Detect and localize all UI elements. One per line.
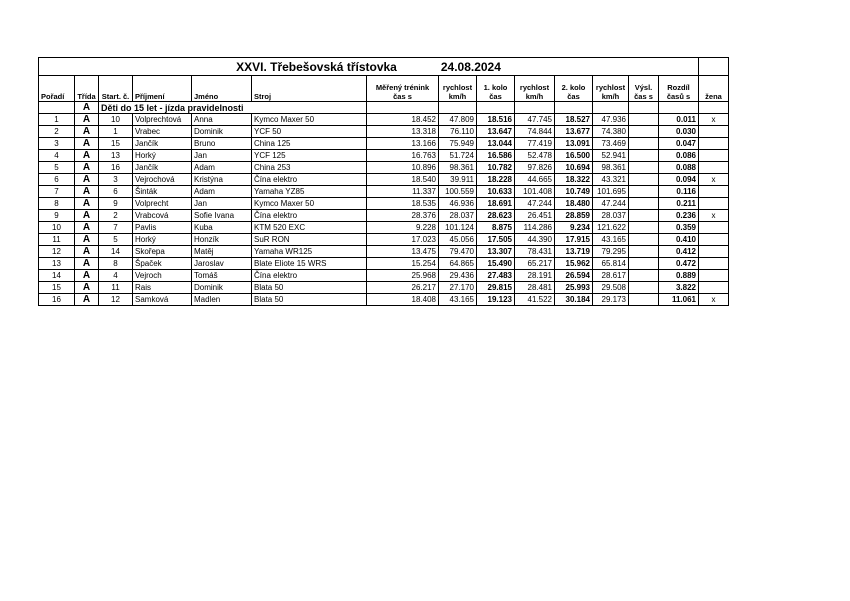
cell-vysl: [629, 198, 659, 210]
cell-vysl: [629, 234, 659, 246]
cell-rozdil: 0.211: [659, 198, 699, 210]
cell-trenink: 18.540: [367, 174, 439, 186]
cell-kolo2: 30.184: [555, 294, 593, 306]
cell-rych2: 28.037: [593, 210, 629, 222]
cell-start: 14: [99, 246, 133, 258]
cell-trenink: 18.408: [367, 294, 439, 306]
table-row: [39, 126, 729, 138]
cell-stroj: Yamaha WR125: [252, 246, 367, 258]
cell-trenink: 25.968: [367, 270, 439, 282]
cell-kolo1: 13.307: [477, 246, 515, 258]
cell-trenink: 13.318: [367, 126, 439, 138]
cell-zena: [699, 234, 729, 246]
cell-kolo1: 27.483: [477, 270, 515, 282]
cell-jmeno: Honzík: [192, 234, 252, 246]
cell-trida: A: [75, 258, 99, 270]
cell-start: 13: [99, 150, 133, 162]
cell-stroj: KTM 520 EXC: [252, 222, 367, 234]
cell-rozdil: 0.011: [659, 114, 699, 126]
category-empty-cell: [659, 102, 699, 114]
cell-rych1: 44.665: [515, 174, 555, 186]
header-rozdil: Rozdíl časů s: [659, 76, 699, 102]
cell-kolo1: 13.044: [477, 138, 515, 150]
cell-kolo2: 25.993: [555, 282, 593, 294]
cell-trenink: 11.337: [367, 186, 439, 198]
cell-poradi: 5: [39, 162, 75, 174]
cell-trida: A: [75, 246, 99, 258]
cell-stroj: SuR RON: [252, 234, 367, 246]
category-empty-cell: [555, 102, 593, 114]
cell-rozdil: 0.116: [659, 186, 699, 198]
cell-poradi: 9: [39, 210, 75, 222]
cell-kolo2: 15.962: [555, 258, 593, 270]
table-row: [39, 222, 729, 234]
cell-rych2: 74.380: [593, 126, 629, 138]
cell-rych2: 29.173: [593, 294, 629, 306]
cell-rych2: 28.617: [593, 270, 629, 282]
cell-prijmeni: Volprechtová: [133, 114, 192, 126]
table-row: [39, 282, 729, 294]
cell-rych-tr: 43.165: [439, 294, 477, 306]
cell-rozdil: 0.359: [659, 222, 699, 234]
header-rychlost-trenink: rychlost km/h: [439, 76, 477, 102]
cell-vysl: [629, 294, 659, 306]
cell-zena: [699, 138, 729, 150]
header-row: [39, 76, 729, 102]
cell-rych2: 79.295: [593, 246, 629, 258]
cell-trenink: 9.228: [367, 222, 439, 234]
cell-zena: [699, 198, 729, 210]
cell-trida: A: [75, 150, 99, 162]
category-empty-cell: [439, 102, 477, 114]
cell-jmeno: Kuba: [192, 222, 252, 234]
cell-kolo2: 10.694: [555, 162, 593, 174]
header-rychlost-kolo1: rychlost km/h: [515, 76, 555, 102]
cell-vysl: [629, 138, 659, 150]
cell-rych-tr: 79.470: [439, 246, 477, 258]
header-zena: žena: [699, 76, 729, 102]
cell-vysl: [629, 150, 659, 162]
cell-jmeno: Adam: [192, 162, 252, 174]
cell-kolo1: 18.691: [477, 198, 515, 210]
cell-vysl: [629, 210, 659, 222]
cell-trenink: 28.376: [367, 210, 439, 222]
header-kolo1: 1. kolo čas: [477, 76, 515, 102]
header-trenink: Měřený trénink čas s: [367, 76, 439, 102]
table-row: [39, 150, 729, 162]
table-row: [39, 186, 729, 198]
cell-zena: [699, 222, 729, 234]
cell-poradi: 8: [39, 198, 75, 210]
cell-kolo1: 29.815: [477, 282, 515, 294]
category-empty-cell: [515, 102, 555, 114]
cell-jmeno: Jan: [192, 150, 252, 162]
cell-stroj: Čína elektro: [252, 174, 367, 186]
cell-prijmeni: Skořepa: [133, 246, 192, 258]
cell-poradi: 1: [39, 114, 75, 126]
cell-trenink: 26.217: [367, 282, 439, 294]
cell-prijmeni: Samková: [133, 294, 192, 306]
table-row: [39, 138, 729, 150]
table-row: [39, 210, 729, 222]
results-table: [38, 57, 729, 306]
cell-start: 1: [99, 126, 133, 138]
cell-zena: x: [699, 294, 729, 306]
cell-jmeno: Tomáš: [192, 270, 252, 282]
cell-jmeno: Kristýna: [192, 174, 252, 186]
cell-rych-tr: 47.809: [439, 114, 477, 126]
cell-start: 5: [99, 234, 133, 246]
cell-zena: [699, 126, 729, 138]
cell-rych1: 47.244: [515, 198, 555, 210]
cell-rych-tr: 64.865: [439, 258, 477, 270]
cell-zena: x: [699, 174, 729, 186]
cell-rych2: 98.361: [593, 162, 629, 174]
cell-kolo2: 18.322: [555, 174, 593, 186]
cell-jmeno: Dominik: [192, 282, 252, 294]
cell-zena: x: [699, 210, 729, 222]
cell-prijmeni: Jančík: [133, 162, 192, 174]
header-rychlost-kolo2: rychlost km/h: [593, 76, 629, 102]
cell-kolo1: 8.875: [477, 222, 515, 234]
cell-rych2: 121.622: [593, 222, 629, 234]
cell-start: 3: [99, 174, 133, 186]
cell-rozdil: 0.412: [659, 246, 699, 258]
cell-rych2: 101.695: [593, 186, 629, 198]
cell-rozdil: 0.236: [659, 210, 699, 222]
category-empty-cell: [699, 102, 729, 114]
cell-rych1: 65.217: [515, 258, 555, 270]
cell-rych1: 97.826: [515, 162, 555, 174]
cell-rozdil: 0.086: [659, 150, 699, 162]
cell-rych1: 52.478: [515, 150, 555, 162]
cell-vysl: [629, 282, 659, 294]
cell-rych1: 41.522: [515, 294, 555, 306]
cell-rych-tr: 29.436: [439, 270, 477, 282]
cell-kolo2: 13.677: [555, 126, 593, 138]
cell-prijmeni: Vrabec: [133, 126, 192, 138]
cell-kolo2: 18.527: [555, 114, 593, 126]
title-row: [39, 58, 729, 76]
category-class: A: [75, 102, 99, 114]
cell-jmeno: Anna: [192, 114, 252, 126]
cell-rych1: 44.390: [515, 234, 555, 246]
cell-jmeno: Bruno: [192, 138, 252, 150]
cell-rozdil: 0.030: [659, 126, 699, 138]
cell-stroj: Blate Eliote 15 WRS: [252, 258, 367, 270]
table-row: [39, 162, 729, 174]
cell-zena: [699, 150, 729, 162]
cell-trida: A: [75, 294, 99, 306]
cell-zena: [699, 282, 729, 294]
cell-poradi: 3: [39, 138, 75, 150]
cell-stroj: China 253: [252, 162, 367, 174]
cell-rych-tr: 101.124: [439, 222, 477, 234]
cell-rych2: 43.321: [593, 174, 629, 186]
cell-rych1: 28.191: [515, 270, 555, 282]
cell-rych1: 26.451: [515, 210, 555, 222]
cell-vysl: [629, 222, 659, 234]
cell-vysl: [629, 126, 659, 138]
cell-prijmeni: Rais: [133, 282, 192, 294]
cell-poradi: 13: [39, 258, 75, 270]
cell-kolo1: 10.782: [477, 162, 515, 174]
cell-trida: A: [75, 198, 99, 210]
cell-rozdil: 3.822: [659, 282, 699, 294]
cell-kolo2: 13.719: [555, 246, 593, 258]
cell-prijmeni: Vejrochová: [133, 174, 192, 186]
cell-start: 15: [99, 138, 133, 150]
cell-trida: A: [75, 126, 99, 138]
cell-zena: [699, 270, 729, 282]
cell-rozdil: 11.061: [659, 294, 699, 306]
race-date: 24.08.2024: [440, 59, 501, 74]
cell-zena: [699, 186, 729, 198]
cell-trida: A: [75, 222, 99, 234]
cell-trenink: 17.023: [367, 234, 439, 246]
cell-kolo1: 15.490: [477, 258, 515, 270]
cell-rych1: 77.419: [515, 138, 555, 150]
cell-trida: A: [75, 210, 99, 222]
table-row: [39, 234, 729, 246]
cell-kolo1: 10.633: [477, 186, 515, 198]
cell-kolo2: 18.480: [555, 198, 593, 210]
cell-poradi: 10: [39, 222, 75, 234]
cell-prijmeni: Pavlis: [133, 222, 192, 234]
table-row: [39, 294, 729, 306]
cell-kolo1: 17.505: [477, 234, 515, 246]
title-cell: [39, 58, 699, 76]
cell-start: 9: [99, 198, 133, 210]
cell-rozdil: 0.472: [659, 258, 699, 270]
cell-rych-tr: 46.936: [439, 198, 477, 210]
cell-vysl: [629, 246, 659, 258]
table-row: [39, 114, 729, 126]
cell-stroj: Kymco Maxer 50: [252, 114, 367, 126]
cell-trenink: 15.254: [367, 258, 439, 270]
category-empty-cell: [629, 102, 659, 114]
cell-rych1: 78.431: [515, 246, 555, 258]
cell-jmeno: Sofie Ivana: [192, 210, 252, 222]
cell-rych1: 114.286: [515, 222, 555, 234]
cell-stroj: Čína elektro: [252, 270, 367, 282]
cell-rych1: 47.745: [515, 114, 555, 126]
cell-zena: [699, 246, 729, 258]
cell-rych-tr: 28.037: [439, 210, 477, 222]
cell-rych1: 74.844: [515, 126, 555, 138]
cell-kolo2: 28.859: [555, 210, 593, 222]
table-row: [39, 246, 729, 258]
cell-trida: A: [75, 138, 99, 150]
cell-rych-tr: 39.911: [439, 174, 477, 186]
cell-stroj: China 125: [252, 138, 367, 150]
category-name: Děti do 15 let - jízda pravidelnosti: [99, 102, 367, 114]
category-empty-cell: [39, 102, 75, 114]
cell-trida: A: [75, 114, 99, 126]
header-jmeno: Jméno: [192, 76, 252, 102]
cell-rych-tr: 75.949: [439, 138, 477, 150]
cell-trida: A: [75, 162, 99, 174]
cell-rych2: 52.941: [593, 150, 629, 162]
cell-kolo1: 18.228: [477, 174, 515, 186]
cell-start: 2: [99, 210, 133, 222]
cell-kolo1: 19.123: [477, 294, 515, 306]
cell-prijmeni: Horký: [133, 234, 192, 246]
cell-poradi: 2: [39, 126, 75, 138]
cell-jmeno: Dominik: [192, 126, 252, 138]
cell-prijmeni: Špaček: [133, 258, 192, 270]
cell-vysl: [629, 270, 659, 282]
cell-poradi: 4: [39, 150, 75, 162]
cell-start: 11: [99, 282, 133, 294]
table-row: [39, 174, 729, 186]
cell-trenink: 13.475: [367, 246, 439, 258]
cell-trida: A: [75, 270, 99, 282]
cell-kolo1: 13.647: [477, 126, 515, 138]
cell-trenink: 13.166: [367, 138, 439, 150]
cell-kolo1: 16.586: [477, 150, 515, 162]
cell-rozdil: 0.088: [659, 162, 699, 174]
cell-prijmeni: Horký: [133, 150, 192, 162]
cell-start: 8: [99, 258, 133, 270]
cell-kolo2: 17.915: [555, 234, 593, 246]
cell-prijmeni: Šinták: [133, 186, 192, 198]
cell-kolo2: 9.234: [555, 222, 593, 234]
cell-zena: [699, 162, 729, 174]
cell-rych2: 65.814: [593, 258, 629, 270]
cell-start: 7: [99, 222, 133, 234]
cell-rych-tr: 100.559: [439, 186, 477, 198]
cell-vysl: [629, 174, 659, 186]
table-row: [39, 258, 729, 270]
cell-poradi: 12: [39, 246, 75, 258]
table-row: [39, 198, 729, 210]
cell-vysl: [629, 258, 659, 270]
cell-trida: A: [75, 234, 99, 246]
category-empty-cell: [367, 102, 439, 114]
cell-poradi: 6: [39, 174, 75, 186]
cell-start: 6: [99, 186, 133, 198]
cell-rych1: 28.481: [515, 282, 555, 294]
cell-kolo2: 10.749: [555, 186, 593, 198]
cell-stroj: YCF 50: [252, 126, 367, 138]
cell-prijmeni: Vrabcová: [133, 210, 192, 222]
cell-poradi: 15: [39, 282, 75, 294]
cell-prijmeni: Vejroch: [133, 270, 192, 282]
cell-kolo2: 16.500: [555, 150, 593, 162]
cell-poradi: 16: [39, 294, 75, 306]
cell-start: 4: [99, 270, 133, 282]
header-kolo2: 2. kolo čas: [555, 76, 593, 102]
header-poradi: Pořadí: [39, 76, 75, 102]
category-empty-cell: [593, 102, 629, 114]
cell-rozdil: 0.094: [659, 174, 699, 186]
cell-prijmeni: Volprecht: [133, 198, 192, 210]
cell-rych-tr: 51.724: [439, 150, 477, 162]
cell-rych2: 43.165: [593, 234, 629, 246]
cell-prijmeni: Jančík: [133, 138, 192, 150]
cell-rych-tr: 76.110: [439, 126, 477, 138]
cell-trenink: 18.452: [367, 114, 439, 126]
cell-rych-tr: 45.056: [439, 234, 477, 246]
cell-start: 12: [99, 294, 133, 306]
cell-rych-tr: 27.170: [439, 282, 477, 294]
cell-rozdil: 0.889: [659, 270, 699, 282]
cell-kolo2: 13.091: [555, 138, 593, 150]
cell-poradi: 7: [39, 186, 75, 198]
header-vysledny-cas: Výsl. čas s: [629, 76, 659, 102]
cell-trenink: 10.896: [367, 162, 439, 174]
cell-rych2: 47.244: [593, 198, 629, 210]
cell-kolo1: 18.516: [477, 114, 515, 126]
cell-stroj: Blata 50: [252, 294, 367, 306]
cell-stroj: Čína elektro: [252, 210, 367, 222]
cell-stroj: Kymco Maxer 50: [252, 198, 367, 210]
cell-zena: [699, 258, 729, 270]
cell-rozdil: 0.410: [659, 234, 699, 246]
cell-stroj: Blata 50: [252, 282, 367, 294]
category-row: [39, 102, 729, 114]
cell-rozdil: 0.047: [659, 138, 699, 150]
cell-vysl: [629, 186, 659, 198]
cell-rych-tr: 98.361: [439, 162, 477, 174]
cell-rych2: 73.469: [593, 138, 629, 150]
cell-start: 16: [99, 162, 133, 174]
cell-rych2: 47.936: [593, 114, 629, 126]
cell-jmeno: Adam: [192, 186, 252, 198]
cell-rych2: 29.508: [593, 282, 629, 294]
header-start: Start. č.: [99, 76, 133, 102]
header-prijmeni: Příjmení: [133, 76, 192, 102]
cell-kolo1: 28.623: [477, 210, 515, 222]
cell-poradi: 14: [39, 270, 75, 282]
cell-trida: A: [75, 282, 99, 294]
cell-poradi: 11: [39, 234, 75, 246]
cell-jmeno: Jaroslav: [192, 258, 252, 270]
header-trida: Třída: [75, 76, 99, 102]
cell-jmeno: Jan: [192, 198, 252, 210]
cell-trenink: 16.763: [367, 150, 439, 162]
cell-trenink: 18.535: [367, 198, 439, 210]
cell-vysl: [629, 114, 659, 126]
title-empty-cell: [699, 58, 729, 76]
cell-rych1: 101.408: [515, 186, 555, 198]
race-title: XXVI. Třebešovská třístovka: [236, 59, 397, 74]
cell-vysl: [629, 162, 659, 174]
cell-jmeno: Matěj: [192, 246, 252, 258]
cell-trida: A: [75, 186, 99, 198]
cell-start: 10: [99, 114, 133, 126]
category-empty-cell: [477, 102, 515, 114]
cell-stroj: YCF 125: [252, 150, 367, 162]
cell-stroj: Yamaha YZ85: [252, 186, 367, 198]
table-row: [39, 270, 729, 282]
header-stroj: Stroj: [252, 76, 367, 102]
cell-zena: x: [699, 114, 729, 126]
cell-jmeno: Madlen: [192, 294, 252, 306]
cell-kolo2: 26.594: [555, 270, 593, 282]
cell-trida: A: [75, 174, 99, 186]
